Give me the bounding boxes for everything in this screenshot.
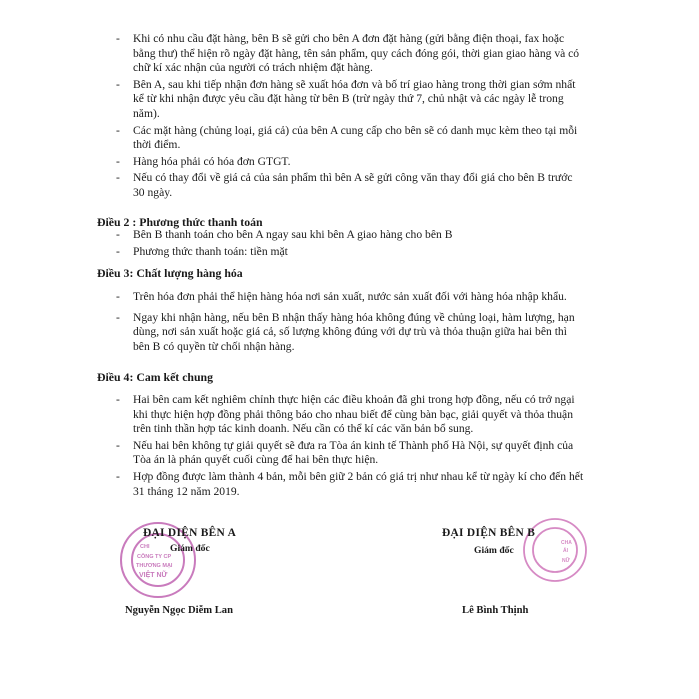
signatory-b-role: Giám đốc: [474, 545, 514, 556]
article-3-heading: Điều 3: Chất lượng hàng hóa: [97, 266, 243, 280]
svg-text:VIỆT NỮ: VIỆT NỮ: [139, 572, 168, 579]
svg-text:THƯƠNG MẠI: THƯƠNG MẠI: [136, 563, 173, 569]
svg-text:CÔNG TY CP: CÔNG TY CP: [137, 554, 172, 560]
signatory-a-role: Giám đốc: [170, 543, 210, 554]
article-2-heading: Điều 2 : Phương thức thanh toán: [97, 215, 263, 229]
signatory-a-title: ĐẠI DIỆN BÊN A: [143, 527, 237, 539]
svg-text:CHI: CHI: [140, 544, 150, 550]
list-item: - Bên A, sau khi tiếp nhận đơn hàng sẽ xuất hóa đơn và bố trí giao hàng trong thời gian sớm nhất kể từ khi nhận được yêu cầu đặt hàng từ bên B (trừ ngày thứ 7, chủ nhật và các ngày lễ trong năm).: [116, 77, 576, 120]
signatory-b-title: ĐẠI DIỆN BÊN B: [442, 527, 536, 539]
signatory-a-name: Nguyễn Ngọc Diễm Lan: [125, 605, 233, 616]
svg-text:NỮ: NỮ: [562, 558, 570, 564]
signatory-b-name: Lê Bình Thịnh: [462, 605, 529, 616]
list-item: - Nếu có thay đổi về giá cả của sản phẩm thì bên A sẽ gửi công văn thay đổi giá cho bên B trước 30 ngày.: [116, 171, 573, 199]
delivery-terms-list: [116, 32, 586, 203]
list-item: - Khi có nhu cầu đặt hàng, bên B sẽ gửi cho bên A đơn đặt hàng (gửi bằng điện thoại, fax hoặc bằng thư) thể hiện rõ ngày đặt hàng, tên sản phẩm, quy cách đóng gói, thời gian giao hàng và có chữ kí xác nhận của người có trách nhiệm đặt hàng.: [116, 32, 580, 75]
list-item: - Hàng hóa phải có hóa đơn GTGT.: [116, 154, 291, 168]
payment-terms-list: [116, 228, 586, 261]
list-item: - Phương thức thanh toán: tiền mặt: [116, 244, 288, 258]
svg-text:ÁI: ÁI: [563, 548, 568, 554]
quality-terms-list: [116, 290, 586, 356]
list-item: - Nếu hai bên không tự giải quyết sẽ đưa ra Tòa án kinh tế Thành phố Hà Nội, sự quyết định của Tòa án là phán quyết cuối cùng để hai bên thực hiện.: [116, 438, 574, 467]
svg-text:CHA: CHA: [561, 540, 572, 546]
list-item: - Hai bên cam kết nghiêm chỉnh thực hiện các điều khoản đã ghi trong hợp đồng, nếu có trở ngại khi thực hiện hợp đồng phải thông báo cho nhau biết để cùng bàn bạc, giải quyết và thỏa thuận trên tinh thần hợp tác kinh doanh. Nếu cần có thể kí các văn bản bổ sung.: [116, 393, 575, 436]
list-item: - Bên B thanh toán cho bên A ngay sau khi bên A giao hàng cho bên B: [116, 228, 453, 241]
list-item: - Ngay khi nhận hàng, nếu bên B nhận thấy hàng hóa không đúng về chủng loại, hàm lượng, hạn dùng, nơi sản xuất hoặc giá cả, số lượng không đúng với dự trù và thỏa thuận giữa hai bên thì bên B có quyền từ chối nhận hàng.: [116, 310, 575, 353]
list-item: - Hợp đồng được làm thành 4 bản, mỗi bên giữ 2 bản có giá trị như nhau kể từ ngày kí cho đến hết 31 tháng 12 năm 2019.: [116, 469, 584, 498]
article-4-heading: Điều 4: Cam kết chung: [97, 370, 214, 384]
general-commitment-list: [116, 393, 586, 501]
list-item: - Các mặt hàng (chủng loại, giá cả) của bên A cung cấp cho bên sẽ có danh mục kèm theo tại mỗi thời điểm.: [116, 123, 578, 152]
list-item: - Trên hóa đơn phải thể hiện hàng hóa nơi sản xuất, nước sản xuất đối với hàng hóa nhập khẩu.: [116, 290, 567, 303]
